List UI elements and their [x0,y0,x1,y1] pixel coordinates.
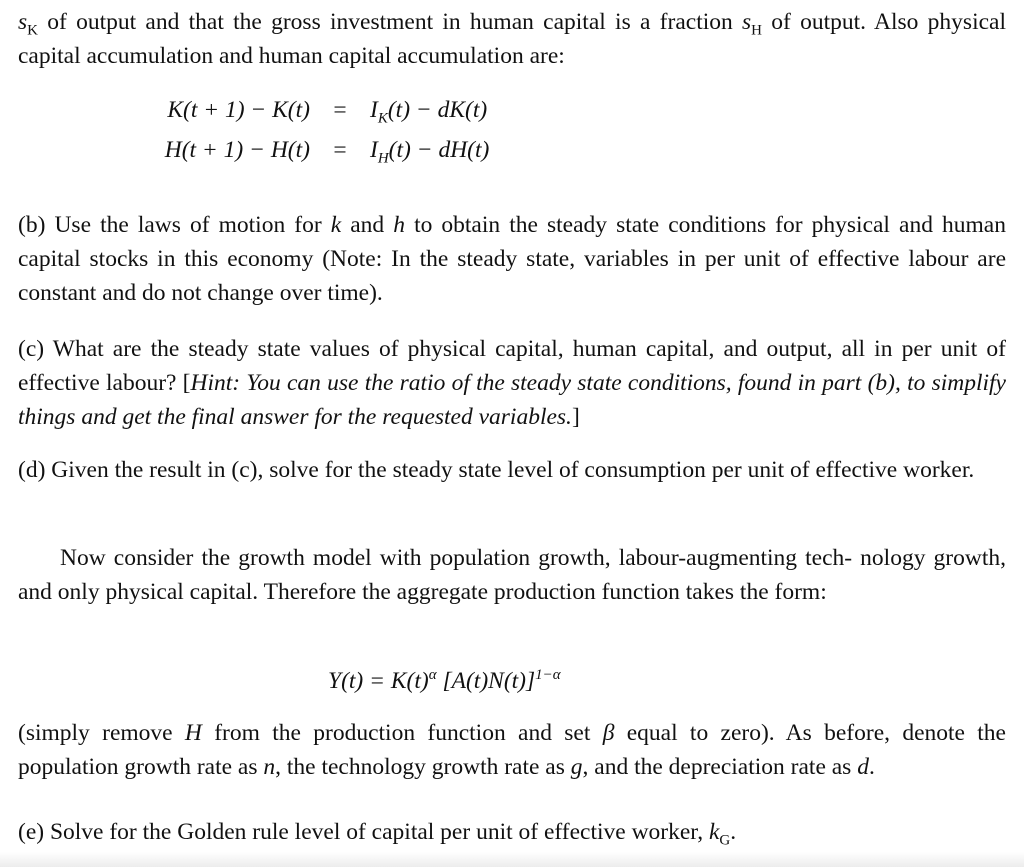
paragraph-part-e [18,815,1006,849]
eq-rhs [370,96,630,127]
math-symbol: H [184,720,202,746]
text-run: (d) Given the result in (c), solve for the steady state level of consumption per unit of effective worker. [18,457,975,483]
math-symbol: k [330,212,342,238]
paragraph-intro [18,5,1006,73]
text-run: to obtain the steady state conditions for physical and human capital stocks in this economy (Note: In the steady state, variables in per unit of effective labour are constant and do not change over time). [18,212,1006,306]
math-symbol: G [719,832,731,849]
math-symbol: H [751,22,763,39]
human-capital-equation [10,130,630,170]
math-symbol: g [570,754,583,780]
text-run: , the technology growth rate as [275,754,571,780]
text-run: . [868,754,875,780]
math-symbol: d [857,754,869,780]
math-symbol: s [742,9,752,35]
eq-rest: (t) − dH(t) [388,136,490,163]
equals-sign: = [333,96,347,123]
math-symbol: K [27,22,38,39]
text-run: (simply remove [18,720,185,746]
text-run: ] [571,404,580,430]
eq-part: [A(t)N(t)] [436,668,536,694]
page-bottom-edge [0,852,1024,867]
equals-sign: = [333,136,347,163]
text-run: of output and that the gross investment in human capital is a fraction [38,9,743,35]
text-run: (c) What are the steady state values of physical capital, human capital, and output, all in per unit of effective labour? [ [18,336,1006,396]
text-run: and [341,212,394,238]
text-run: equal to zero). As before, denote the population growth rate as [18,720,1006,780]
math-symbol: k [708,819,720,845]
paragraph-part-c [18,332,1006,434]
math-symbol: β [602,720,615,746]
text-run: from the production function and set [201,720,603,746]
production-function-equation [328,668,561,695]
investment-symbol: I [370,96,378,123]
eq-part: Y(t) = K(t) [328,668,429,694]
physical-capital-equation [10,90,630,130]
paragraph-part-b [18,208,1006,310]
eq-rest: (t) − dK(t) [387,96,488,123]
math-symbol: h [393,212,405,238]
text-run: . [730,819,737,845]
investment-symbol: I [370,136,378,163]
text-run: of output. Also physical capital accumulation and human capital accumulation are: [18,9,1006,69]
capital-accumulation-equations [10,90,630,170]
math-symbol: s [18,9,28,35]
text-run: Now consider the growth model with population growth, labour-augmenting tech- nology growth, and only physical capital. Therefore the aggregate production function takes the form: [18,545,1006,605]
text-run: (b) Use the laws of motion for [18,212,331,238]
text-run: (e) Solve for the Golden rule level of capital per unit of effective worker, [18,819,709,845]
paragraph-simply [18,716,1006,784]
paragraph-now-consider [18,541,1006,609]
eq-rhs [370,136,630,167]
exponent: α [428,667,437,684]
subscript: K [377,110,388,127]
math-symbol: n [263,754,276,780]
math-symbol: Hint: You can use the ratio of the steady state conditions, found in part (b), to simplify things and get the final answer for the requested variables. [18,370,1006,430]
eq-lhs: K(t + 1) − K(t) [167,96,310,123]
text-run: , and the depreciation rate as [582,754,858,780]
eq-lhs: H(t + 1) − H(t) [164,136,310,163]
exponent: 1−α [535,667,561,684]
paragraph-part-d [18,453,1006,487]
subscript: H [377,150,389,167]
